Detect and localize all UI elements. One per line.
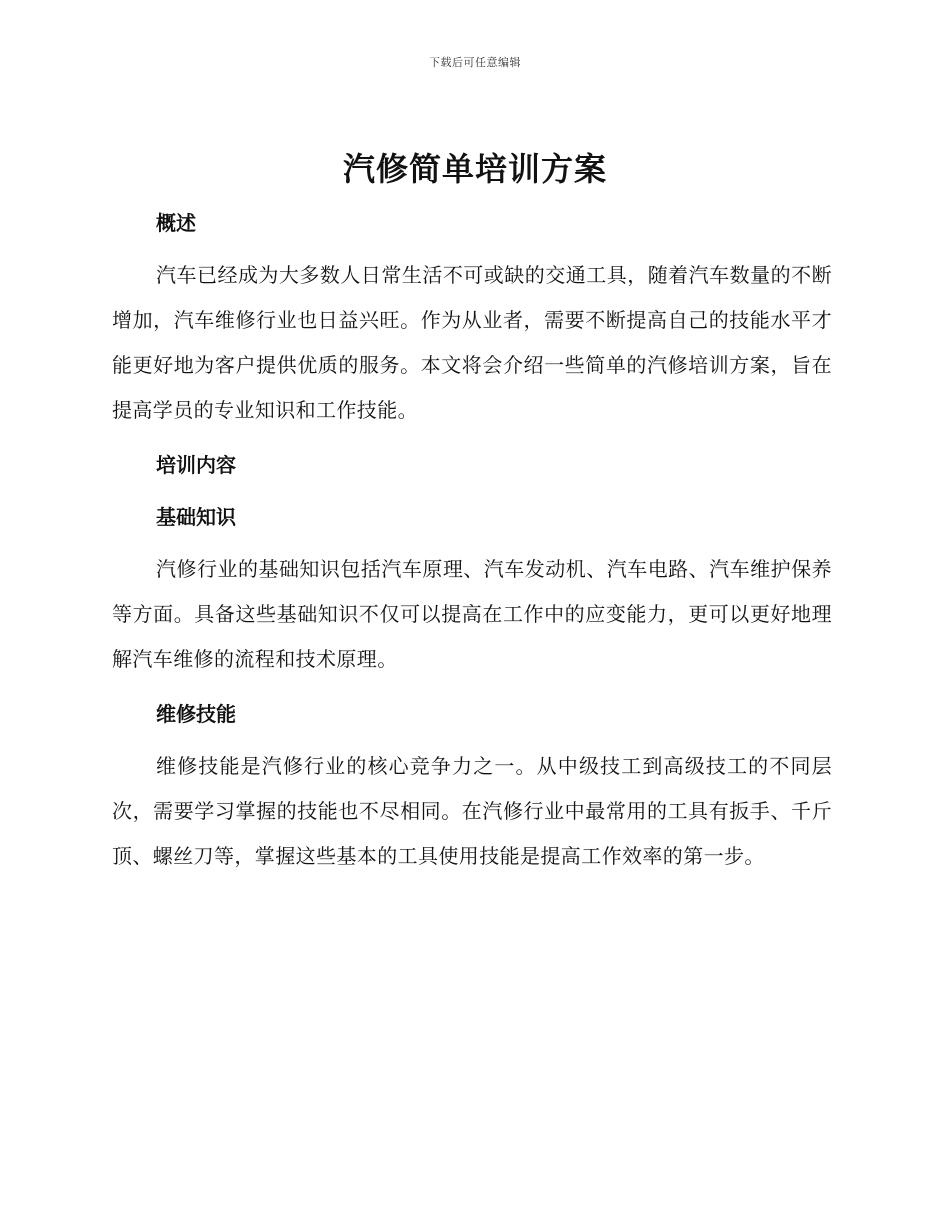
document-body <box>112 203 832 879</box>
header-note: 下载后可任意编辑 <box>429 56 521 69</box>
repair-skills-paragraph: 维修技能是汽修行业的核心竞争力之一。从中级技工到高级技工的不同层次，需要学习掌握的技能也不尽相同。在汽修行业中最常用的工具有扳手、千斤顶、螺丝刀等，掌握这些基本的工具使用技能是提高工作效率的第一步。 <box>112 754 832 868</box>
section-heading-basic-knowledge: 基础知识 <box>156 505 236 529</box>
document-title: 汽修简单培训方案 <box>342 150 607 188</box>
section-heading-repair-skills: 维修技能 <box>156 702 236 726</box>
overview-paragraph: 汽车已经成为大多数人日常生活不可或缺的交通工具，随着汽车数量的不断增加，汽车维修行业也日益兴旺。作为从业者，需要不断提高自己的技能水平才能更好地为客户提供优质的服务。本文将会介绍一些简单的汽修培训方案，旨在提高学员的专业知识和工作技能。 <box>112 263 832 422</box>
section-heading-training-content: 培训内容 <box>156 453 236 477</box>
basic-knowledge-paragraph: 汽修行业的基础知识包括汽车原理、汽车发动机、汽车电路、汽车维护保养等方面。具备这些基础知识不仅可以提高在工作中的应变能力，更可以更好地理解汽车维修的流程和技术原理。 <box>112 557 832 671</box>
section-heading-overview: 概述 <box>156 211 196 235</box>
